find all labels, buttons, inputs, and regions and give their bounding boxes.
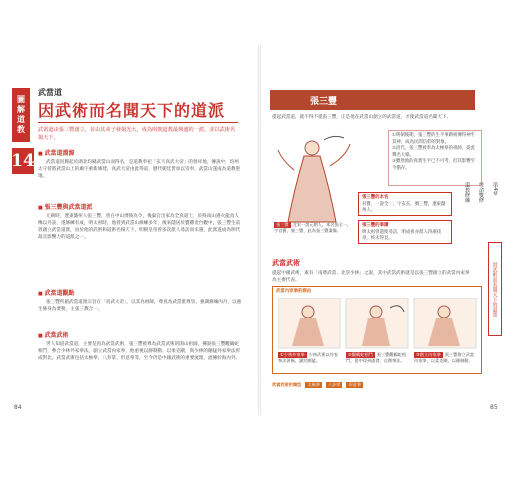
caption-text: 北宋一說元朝人，本名張全一，字君寶，號三豐，此為張三豐畫像。	[274, 222, 352, 233]
bubble-item: ①明朝後期，張三豐的生平事蹟被傳得神乎其神，成為民間信仰的對象。	[392, 133, 475, 145]
section-heading: ■ 武當武術	[38, 330, 243, 339]
section-text: 張三豐所創武當道派宗旨在「真武大帝」，以其為祖師，尊真為武當派尊崇，強調修煉內丹，以養生修身為要務，主張三教合一。	[38, 300, 242, 312]
intro-text: 武當道由張三豐創立，並由其弟子發揚光大，成為明朝道教最興盛的一派，並以武術名揚天下。	[38, 122, 238, 142]
section-heading: ■ 武當道觀點	[38, 288, 243, 297]
scene-tag: ③創立內家拳	[416, 352, 441, 357]
vertical-section-tab: 圖解道教	[12, 88, 30, 142]
type-chip: 八卦掌	[327, 382, 341, 387]
right-intro: 提起武當道，就不得不提張三豐，正是他在武當山創立的武當道，才使武當道名聞天下。	[272, 115, 452, 120]
caption-tag: 張三豐	[276, 222, 289, 227]
page-title: 因武術而名聞天下的道派	[38, 101, 226, 120]
sidebar-item: 性命雙修	[478, 182, 484, 203]
foot-title: 武當武術的類型	[272, 382, 302, 387]
section-text: 武當道因興起於湖北均縣武當山而得名，是道教奉祀「玄天真武大帝」的發祥地，傳說中，均州太守曾將武當山上的廟宇重新修建，真武大帝由此得道，歷代朝廷皆加以崇奉，武當山遂成為道教聖地。	[38, 160, 241, 179]
box-title: 張三豐的事蹟	[362, 223, 389, 228]
martial-types-row	[272, 382, 363, 388]
bubble-notes	[388, 130, 482, 186]
page-number-right: 85	[490, 404, 498, 411]
section-martial-arts	[38, 330, 243, 362]
scene-caption	[346, 352, 408, 364]
box-text: 明太祖曾遣使尋訪，明成祖亦派人四處找尋，終未得見。	[362, 229, 442, 241]
name-box	[358, 192, 452, 216]
page-number-left: 84	[14, 404, 22, 411]
immortal-figure-icon	[274, 130, 354, 228]
chapter-number: 14	[12, 148, 34, 174]
figure-caption	[274, 222, 354, 234]
section-text: 世人知道武當道，主要是因為武當武術，張三豐被尊為武當武術的開山祖師，傳說張三豐觀鶴蛇相鬥，參合少林外家拳法，創立武當內家拳，他重視以靜制動、以柔克剛，與少林的剛猛外家拳法形成對比。武當武術包括太極拳、八卦掌、形意拳等，至今仍是中國武術的重要流派，流傳於海內外。	[38, 342, 241, 361]
scene-text: 張三豐觀鶴蛇相鬥，從中得到啟發，自創拳法。	[346, 352, 407, 363]
scene-text: 張三豐創立武當內家拳，以柔克剛，以靜制動。	[414, 352, 475, 363]
scene-caption	[414, 352, 476, 364]
scene-tag: ①少林外家拳	[280, 352, 305, 357]
section-viewpoint	[38, 288, 243, 313]
sidebar-item: 第4章	[492, 182, 498, 196]
side-tag: 因武術而名聞天下的道派	[488, 242, 502, 336]
chapter-sidebar	[464, 182, 502, 203]
banner-title: 張三豐	[270, 90, 475, 110]
box-title: 張三豐的本名	[362, 195, 389, 200]
panel-title: 武當內家拳的源由	[276, 289, 312, 294]
scene-text: 少林武術以外家拳法著稱，講究剛猛。	[278, 352, 339, 363]
bubble-item: ③雖然他的真實生平已不可考，但其影響至今猶存。	[392, 159, 475, 171]
book-spine	[258, 45, 261, 415]
pretitle: 武當道	[38, 88, 62, 97]
sub-text: 提起中國武術，素有「南尊武當、北崇少林」之說，其中武當武術就是以張三豐創立的武當內家拳為主要代表。	[272, 271, 470, 283]
section-text: 元朝時，遼東懿州人張三豐，曾在中山博陵為令，後棄官出家為全真道士，於終南山遇火龍真人傳以丹訣，遂修練有成，明太祖時，他曾到武當山修練多年，後來隱居於寶雞金台觀中，張三豐生前曾創立武當道派，由於他的武術和道術名揚天下，明朝皇帝曾多次派人尋訪而未遇，此派遂成為明代最具影響力的道派之一。	[38, 214, 241, 240]
zhang-sanfeng-illustration	[274, 130, 354, 228]
sidebar-item: 道教修練	[464, 182, 470, 203]
box-text: 君寶，一說全一，字玄玄，號三豐，遼東懿州人。	[362, 201, 446, 213]
right-page	[270, 52, 510, 408]
type-chip: 太極拳	[307, 382, 320, 387]
type-chip: 形意拳	[348, 382, 362, 387]
section-origin	[38, 148, 243, 180]
deeds-box	[358, 220, 452, 244]
bubble-item: ②清代，張三豐被奉為太極拳的祖師，從此聲名大噪。	[392, 146, 475, 158]
section-heading: ■ 張三豐與武當道派	[38, 202, 243, 211]
scene-caption	[278, 352, 340, 364]
section-founder	[38, 202, 243, 241]
section-heading: ■ 武當道淵源	[38, 148, 243, 157]
left-page	[12, 52, 252, 408]
fighting-scenes-icon	[278, 298, 478, 350]
subheading: 武當武術	[272, 259, 300, 267]
scene-tag: ②觀鶴蛇相鬥	[348, 352, 373, 357]
